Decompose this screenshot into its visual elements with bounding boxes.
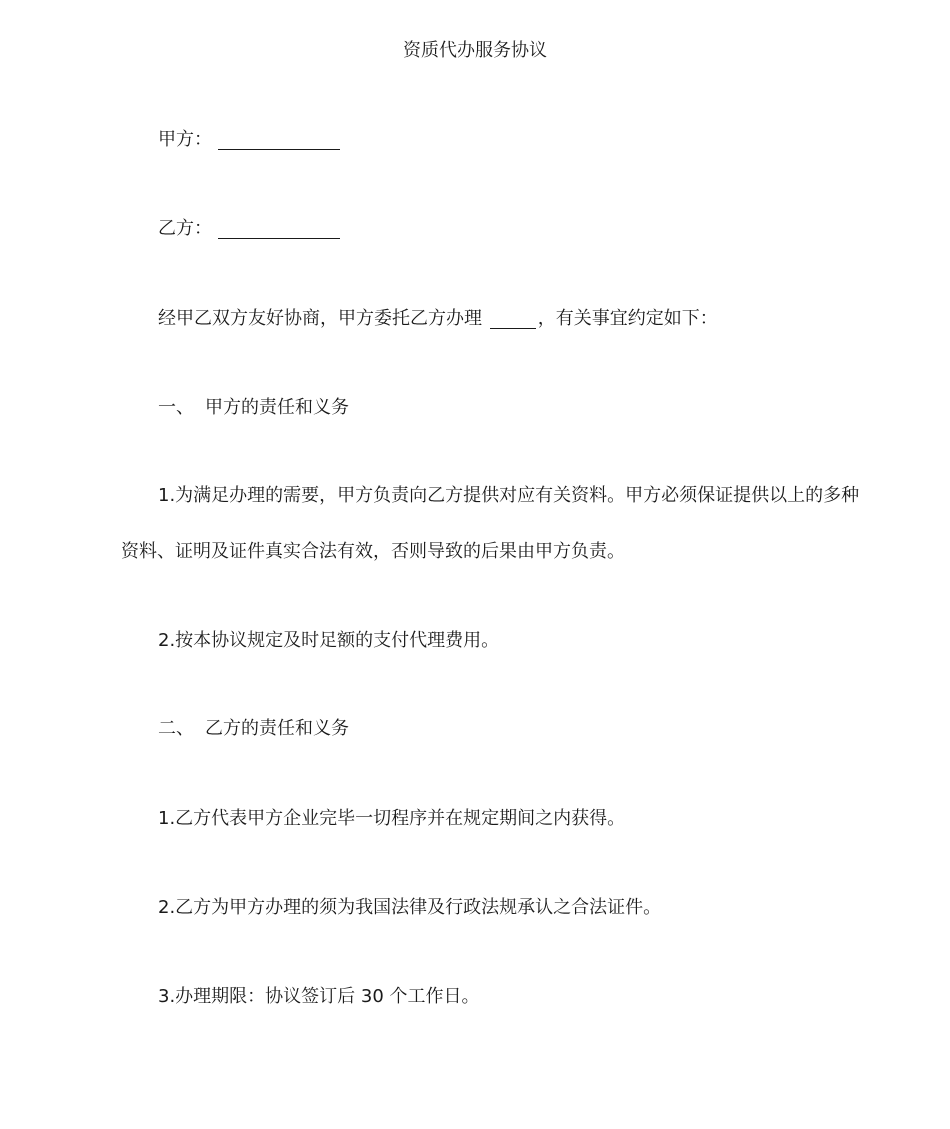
section1-heading-text: 甲方的责任和义务 [205, 397, 349, 418]
section1-item2: 2.按本协议规定及时足额的支付代理费用。 [158, 630, 500, 651]
section1-item1-line1: 1.为满足办理的需要，甲方负责向乙方提供对应有关资料。甲方必须保证提供以上的多种 [158, 485, 860, 506]
section2-item3: 3.办理期限：协议签订后 30 个工作日。 [158, 986, 480, 1007]
party-a-label: 甲方： [158, 129, 212, 150]
section2-item1: 1.乙方代表甲方企业完毕一切程序并在规定期间之内获得。 [158, 808, 626, 829]
section1-item1-line2: 资料、证明及证件真实合法有效，否则导致的后果由甲方负责。 [121, 541, 625, 562]
section1-heading [158, 395, 349, 421]
section2-item2: 2.乙方为甲方办理的须为我国法律及行政法规承认之合法证件。 [158, 897, 662, 918]
section2-heading-text: 乙方的责任和义务 [205, 718, 349, 739]
party-b-line [158, 216, 340, 242]
intro-text-before: 经甲乙双方友好协商，甲方委托乙方办理 [158, 308, 482, 329]
section2-heading [158, 716, 349, 742]
document-title: 资质代办服务协议 [403, 40, 547, 61]
party-b-label: 乙方： [158, 218, 212, 239]
section1-number: 一、 [158, 397, 194, 418]
intro-blank [490, 308, 536, 329]
intro-paragraph [158, 306, 718, 332]
party-b-blank [218, 218, 340, 239]
intro-text-after: ，有关事宜约定如下： [537, 308, 718, 329]
party-a-blank [218, 129, 340, 150]
party-a-line [158, 127, 340, 153]
section2-number: 二、 [158, 718, 194, 739]
